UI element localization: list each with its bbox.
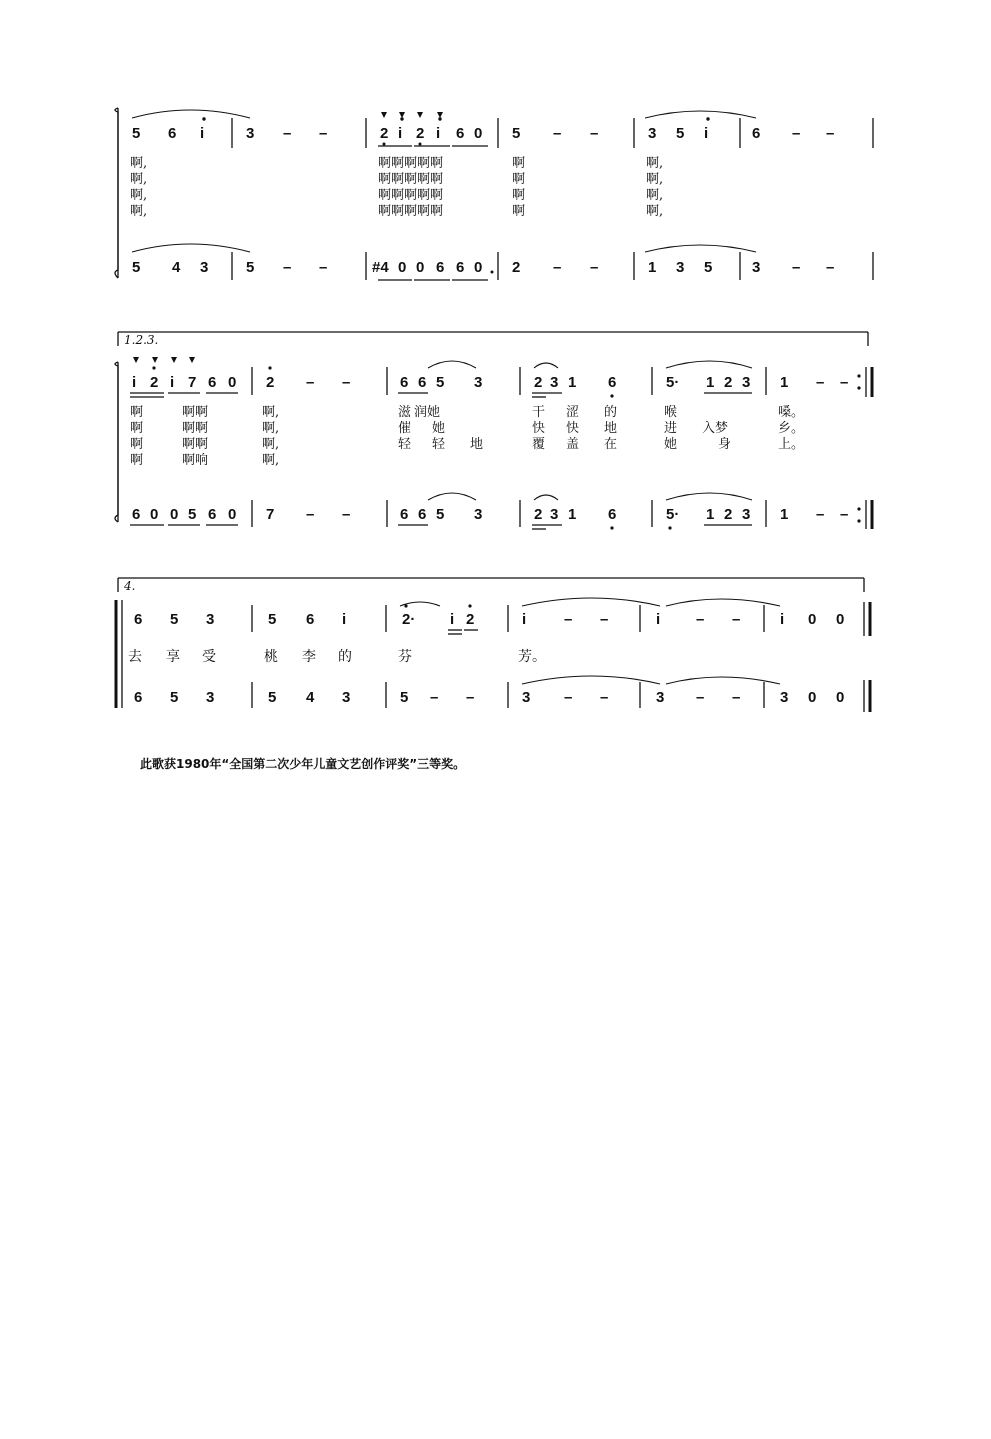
lyric: 盖	[566, 437, 580, 452]
lyric: 啊,	[130, 156, 148, 171]
note: 0	[416, 259, 425, 276]
lyric: 的	[338, 649, 352, 665]
note: 0	[836, 611, 845, 628]
note: 2	[266, 374, 275, 391]
note: 5	[436, 374, 445, 391]
note: 1	[706, 374, 715, 391]
lyric: 啊,	[262, 437, 280, 452]
note: 3	[752, 259, 761, 276]
note: 2	[534, 374, 543, 391]
note: –	[732, 611, 741, 628]
lyric: 啊,	[646, 156, 664, 171]
lyric: 干	[532, 405, 546, 420]
lyric: 啊	[130, 421, 144, 436]
lyric: 快	[532, 421, 546, 436]
note: –	[792, 259, 801, 276]
lyric: 啊	[512, 172, 526, 187]
lyric: 她	[432, 421, 446, 436]
lyric: 啊,	[130, 204, 148, 219]
lyric: 快	[566, 421, 580, 436]
lyric: 她	[664, 437, 678, 452]
note: i	[436, 125, 441, 142]
lyric: 嗓。	[778, 405, 805, 420]
lyric: 身	[718, 437, 732, 452]
lyric: 享	[166, 649, 180, 665]
note: i	[656, 611, 661, 628]
lyric: 涩	[566, 405, 580, 420]
note: 3	[780, 689, 789, 706]
note: 1	[780, 374, 789, 391]
lyric: 乡。	[778, 421, 805, 436]
lyric: 啊,	[130, 188, 148, 203]
note: 0	[170, 506, 179, 523]
lyric: 地	[604, 421, 618, 436]
note: 3	[206, 689, 215, 706]
tie	[666, 677, 780, 684]
note: 0	[474, 125, 483, 142]
note: 2·	[402, 611, 416, 628]
note: 3	[742, 506, 751, 523]
lyric: 啊啊啊啊啊	[378, 204, 444, 219]
lyric: 入梦	[702, 421, 729, 436]
award-footnote: 此歌获1980年“全国第二次少年儿童文艺创作评奖”三等奖。	[140, 757, 466, 771]
note: 6	[208, 374, 217, 391]
lyric: 啊	[512, 188, 526, 203]
tie	[522, 598, 660, 606]
lyric: 啊	[512, 156, 526, 171]
note: 2	[150, 374, 159, 391]
note: 3	[648, 125, 657, 142]
lyric: 覆	[532, 437, 546, 452]
note: 7	[266, 506, 275, 523]
lyric: 李	[302, 649, 316, 665]
note: i	[450, 611, 455, 628]
note: 5·	[666, 374, 680, 391]
note: 5	[704, 259, 713, 276]
lyric: 地	[470, 437, 484, 452]
note: 5	[400, 689, 409, 706]
note: 6	[306, 611, 315, 628]
tie	[522, 676, 660, 684]
lyric: 芳。	[518, 649, 546, 665]
lyric: 啊啊	[182, 421, 209, 436]
lyric: 啊啊	[182, 437, 209, 452]
note: 3	[676, 259, 685, 276]
lyric: 啊,	[646, 204, 664, 219]
note: 2	[380, 125, 389, 142]
note: 3	[474, 374, 483, 391]
note: –	[600, 689, 609, 706]
lyric: 啊,	[130, 172, 148, 187]
note: 0	[808, 689, 817, 706]
note: –	[826, 259, 835, 276]
note: 3	[522, 689, 531, 706]
note: i	[780, 611, 785, 628]
lyric: 轻	[398, 437, 412, 452]
note: 6	[456, 259, 465, 276]
note: 6	[608, 506, 617, 523]
note: 5	[512, 125, 521, 142]
note: –	[430, 689, 439, 706]
note: –	[553, 259, 562, 276]
note: 6	[436, 259, 445, 276]
note: –	[283, 125, 292, 142]
lyric: 啊	[130, 437, 144, 452]
note: 2	[724, 374, 733, 391]
lyric: 啊啊啊啊啊	[378, 156, 444, 171]
note: 6	[456, 125, 465, 142]
note: i	[398, 125, 403, 142]
lyric: 啊	[130, 405, 144, 420]
lyric: 受	[202, 649, 216, 665]
lyric: 啊,	[262, 405, 280, 420]
note: i	[170, 374, 175, 391]
note: 6	[134, 689, 143, 706]
note: 0	[150, 506, 159, 523]
note: 5	[188, 506, 197, 523]
lyric: 啊响	[182, 453, 209, 468]
lyric: 桃	[264, 649, 278, 665]
note: 3	[550, 374, 559, 391]
note: 6	[400, 506, 409, 523]
lyric: 啊,	[646, 172, 664, 187]
note: 5	[436, 506, 445, 523]
note: –	[283, 259, 292, 276]
note: 5	[132, 259, 141, 276]
note: –	[792, 125, 801, 142]
note: 2	[466, 611, 475, 628]
note: 6	[168, 125, 177, 142]
lyric: 啊,	[262, 453, 280, 468]
lyric: 润她	[414, 405, 441, 420]
note: #4	[372, 259, 389, 276]
note: i	[132, 374, 137, 391]
note: 7	[188, 374, 197, 391]
lyric: 啊,	[262, 421, 280, 436]
note: 3	[206, 611, 215, 628]
note: –	[466, 689, 475, 706]
note: 5	[170, 689, 179, 706]
lyric: 上。	[778, 437, 805, 452]
lyric: 啊	[130, 453, 144, 468]
note: –	[590, 259, 599, 276]
note: 0	[836, 689, 845, 706]
note: 5	[268, 611, 277, 628]
note: 6	[608, 374, 617, 391]
note: 5	[132, 125, 141, 142]
lyric: 啊啊	[182, 405, 209, 420]
note: 2	[512, 259, 521, 276]
note: –	[826, 125, 835, 142]
note: 0	[474, 259, 483, 276]
note: 3	[474, 506, 483, 523]
note: 5·	[666, 506, 680, 523]
note: –	[732, 689, 741, 706]
note: 1	[568, 374, 577, 391]
note: 1	[568, 506, 577, 523]
note: 6	[134, 611, 143, 628]
note: 0	[808, 611, 817, 628]
note: 6	[208, 506, 217, 523]
note: –	[342, 506, 351, 523]
volta-label: 4.	[124, 579, 136, 593]
note: 6	[418, 506, 427, 523]
lyric: 啊	[512, 204, 526, 219]
lyric: 的	[604, 405, 618, 420]
note: 1	[648, 259, 657, 276]
note: –	[553, 125, 562, 142]
note: 3	[550, 506, 559, 523]
note: 5	[676, 125, 685, 142]
note: –	[319, 259, 328, 276]
lyric: 啊啊啊啊啊	[378, 172, 444, 187]
note: 3	[742, 374, 751, 391]
note: 2	[534, 506, 543, 523]
lyric: 催	[398, 421, 412, 436]
lyric: 在	[604, 437, 618, 452]
note: –	[696, 689, 705, 706]
lyric: 滋	[398, 405, 412, 420]
tie	[666, 599, 780, 606]
note: i	[522, 611, 527, 628]
note: –	[564, 689, 573, 706]
note: 5	[268, 689, 277, 706]
note: 3	[656, 689, 665, 706]
note: –	[564, 611, 573, 628]
note: i	[342, 611, 347, 628]
lyric: 喉	[664, 405, 678, 420]
note: –	[840, 374, 849, 391]
note: 0	[228, 506, 237, 523]
note: –	[840, 506, 849, 523]
note: –	[306, 506, 315, 523]
note: 6	[400, 374, 409, 391]
note: 0	[398, 259, 407, 276]
note: –	[816, 374, 825, 391]
note: i	[200, 125, 205, 142]
note: 5	[246, 259, 255, 276]
note: 2	[724, 506, 733, 523]
note: 6	[752, 125, 761, 142]
note: 2	[416, 125, 425, 142]
lyric: 轻	[432, 437, 446, 452]
volta-label: 1.2.3.	[124, 333, 159, 347]
note: –	[696, 611, 705, 628]
note: 5	[170, 611, 179, 628]
note: –	[306, 374, 315, 391]
lyric: 进	[664, 421, 678, 436]
lyric: 啊,	[646, 188, 664, 203]
note: 1	[780, 506, 789, 523]
note: 4	[172, 259, 181, 276]
note: –	[600, 611, 609, 628]
note: 0	[228, 374, 237, 391]
note: –	[342, 374, 351, 391]
note: 1	[706, 506, 715, 523]
note: 6	[418, 374, 427, 391]
note: 6	[132, 506, 141, 523]
note: 4	[306, 689, 315, 706]
lyric: 啊啊啊啊啊	[378, 188, 444, 203]
note: –	[319, 125, 328, 142]
note: –	[590, 125, 599, 142]
note: 3	[342, 689, 351, 706]
note: i	[704, 125, 709, 142]
note: –	[816, 506, 825, 523]
lyric: 芬	[398, 649, 412, 665]
note: 3	[200, 259, 209, 276]
note: 3	[246, 125, 255, 142]
lyric: 去	[128, 649, 142, 665]
